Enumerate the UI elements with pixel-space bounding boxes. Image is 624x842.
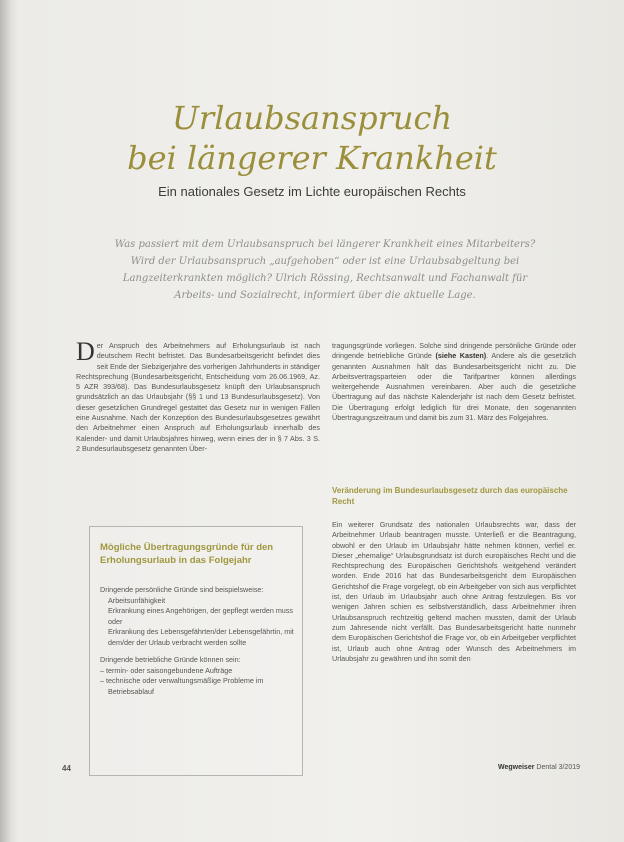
publication-name: Wegweiser xyxy=(498,764,535,771)
personal-reasons-group xyxy=(100,585,296,648)
right-text-column xyxy=(332,341,576,423)
left-column-text: er Anspruch des Arbeitnehmers auf Erholungsurlaub ist nach deutschem Recht befristet. Das Bundesarbeitsgericht befindet dies seit Ende der Siebzigerjahre des vorherigen Jahrhunderts in ständiger Rechtsprechung (Bundesarbeitsgericht, Entscheidung vom 26.06.1969, Az. 5 AZR 393/68). Das Bundesurlaubsgesetz knüpft den Urlaubsanspruch grundsätzlich an das Urlaubsjahr (§§ 1 und 13 Bundesurlaubsgesetz). Von dieser gesetzlichen Grundregel gestattet das Gesetz nur in wenigen Fällen eine Ausnahme. Nach der Konzeption des Bundesurlaubsgesetzes gewährt den Arbeitnehmer einen Anspruch auf Erholungsurlaub innerhalb des Kalender- und damit Urlaubsjahres hinweg, wenn eines der in § 7 Abs. 3 S. 2 Bundesurlaubsgesetz genannten Über- xyxy=(76,341,320,453)
list-item: Erkrankung des Lebensgefährten/der Lebensgefährtin, mit dem/der der Urlaub verbracht werden sollte xyxy=(108,627,294,647)
right-text-column-continued xyxy=(332,520,576,664)
right-column-text-b: . Andere als die gesetzlich genannten Ausnahmen hält das Bundesarbeitsgericht nicht zu. Die Arbeitsvertragsparteien oder die Tarifpartner können allerdings weitergehende Ausnahmen vereinbaren. Aber auch die gesetzliche Übertragung auf das nächste Kalenderjahr ist nach dem Gesetz befristet. Die Übertragung erfolgt lediglich für drei Monate, den sogenannten Übertragungszeitraum und damit bis zum 31. März des Folgejahres. xyxy=(332,351,576,423)
section-subheading: Veränderung im Bundesurlaubsgesetz durch das europäische Recht xyxy=(332,486,568,506)
business-reasons-heading: Dringende betriebliche Gründe können sein: xyxy=(100,655,241,664)
publication-footer xyxy=(498,764,580,771)
list-item: Arbeitsunfähigkeit xyxy=(108,595,166,605)
info-box-body xyxy=(100,585,296,704)
personal-reasons-heading: Dringende persönliche Gründe sind beispielsweise: xyxy=(100,585,264,594)
list-item: – technische oder verwaltungsmäßige Probleme im Betriebsablauf xyxy=(100,676,264,696)
title-line-2: bei längerer Krankheit xyxy=(127,139,497,177)
publication-issue: Dental 3/2019 xyxy=(536,764,580,771)
box-reference: (siehe Kasten) xyxy=(435,351,487,361)
left-text-column xyxy=(76,337,320,454)
business-reasons-group xyxy=(100,655,296,697)
article-title xyxy=(0,98,624,178)
drop-cap: D xyxy=(76,337,95,366)
article-intro: Was passiert mit dem Urlaubsanspruch bei längerer Krankheit eines Mitarbeiters? Wird der Urlaubsanspruch „aufgehoben“ oder ist eine Urlaubsabgeltung bei Langzeiterkrankten möglich? Ulrich Rössing, Rechtsanwalt und Fachanwalt für Arbeits- und Sozialrecht, informiert über die aktuelle Lage. xyxy=(114,239,536,301)
right-column-text-a: tragungsgründe vorliegen. Solche sind dringende persönliche Gründe oder dringende betriebliche Gründe xyxy=(332,341,576,361)
list-item: Erkrankung eines Angehörigen, der gepflegt werden muss oder xyxy=(108,606,293,626)
info-box xyxy=(89,526,303,776)
info-box-title: Mögliche Übertragungsgründe für den Erholungsurlaub in das Folgejahr xyxy=(100,542,274,566)
right-column-text-c: Ein weiterer Grundsatz des nationalen Urlaubsrechts war, dass der Arbeitnehmer Urlaub beantragen musste. Unterließ er die Beantragung, obwohl er den Urlaub im Urlaubsjahr hätte nehmen können, verfiel er. Dieser „ehemalige“ Urlaubsgrundsatz ist durch europäisches Recht und die Rechtsprechung des Europäischen Gerichtshofs weitgehend verändert worden. Ende 2016 hat das Bundesarbeitsgericht dem Europäischen Gerichtshof die Frage vorgelegt, ob ein Arbeitgeber von sich aus verpflichtet ist, den Urlaub im Urlaubsjahr auch ohne Antrag festzulegen. Bis vor wenigen Jahren schien es selbstverständlich, dass Arbeitnehmer ihren Urlaubsanspruch rechtzeitig geltend machen mussten, damit der Urlaub zum Jahresende nicht verfällt. Das Bundesarbeitsgericht hatte nunmehr dem Europäischen Gerichtshof die Frage vor, ob ein Arbeitgeber verpflichtet ist, Urlaub auch ohne Antrag oder Wunsch des Arbeitnehmers im Urlaubsjahr zu gewähren und ihn somit den xyxy=(332,520,576,663)
list-item: – termin- oder saisongebundene Aufträge xyxy=(100,665,233,675)
page-number: 44 xyxy=(62,764,71,773)
title-line-1: Urlaubsanspruch xyxy=(171,99,453,137)
article-subtitle: Ein nationales Gesetz im Lichte europäischen Rechts xyxy=(158,184,466,199)
